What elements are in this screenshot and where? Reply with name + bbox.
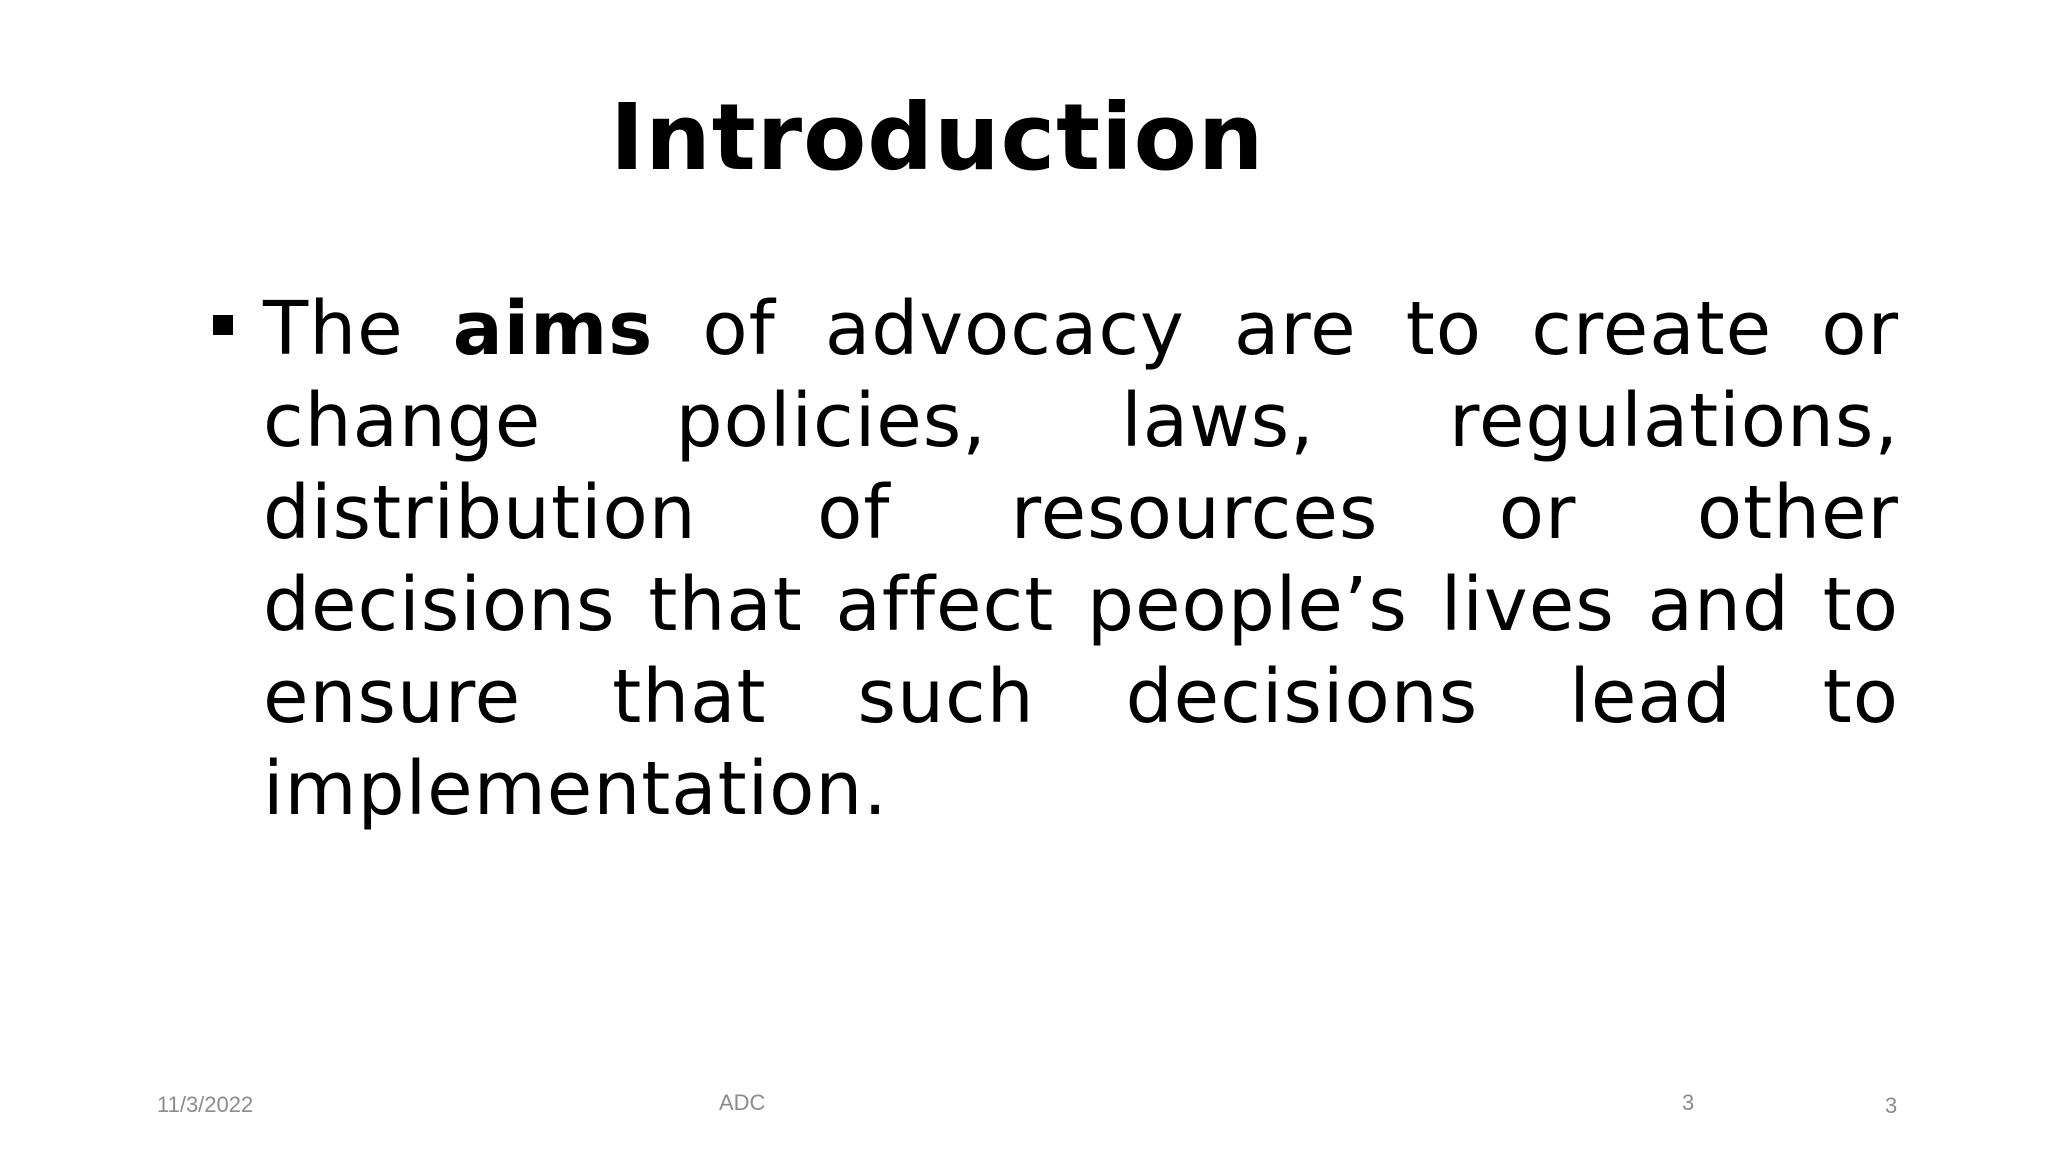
slide-title: Introduction bbox=[610, 84, 1265, 191]
footer-date: 11/3/2022 bbox=[157, 1092, 254, 1117]
bullet-text bbox=[263, 283, 1899, 835]
footer-slide-number: 3 bbox=[1682, 1090, 1695, 1115]
bullet-text-emphasis: aims bbox=[452, 286, 654, 372]
bullet-text-lead: The bbox=[263, 286, 453, 372]
square-bullet-icon bbox=[213, 315, 233, 335]
footer-page-number: 3 bbox=[1885, 1093, 1898, 1118]
footer-text: ADC bbox=[719, 1090, 766, 1115]
bullet-item bbox=[205, 283, 1905, 835]
bullet-text-rest: of advocacy are to create or change policies, laws, regulations, distribution of resources or other decisions that affect people’s lives and to ensure that such decisions lead to implementation. bbox=[263, 286, 1899, 832]
slide-body bbox=[205, 283, 1905, 835]
